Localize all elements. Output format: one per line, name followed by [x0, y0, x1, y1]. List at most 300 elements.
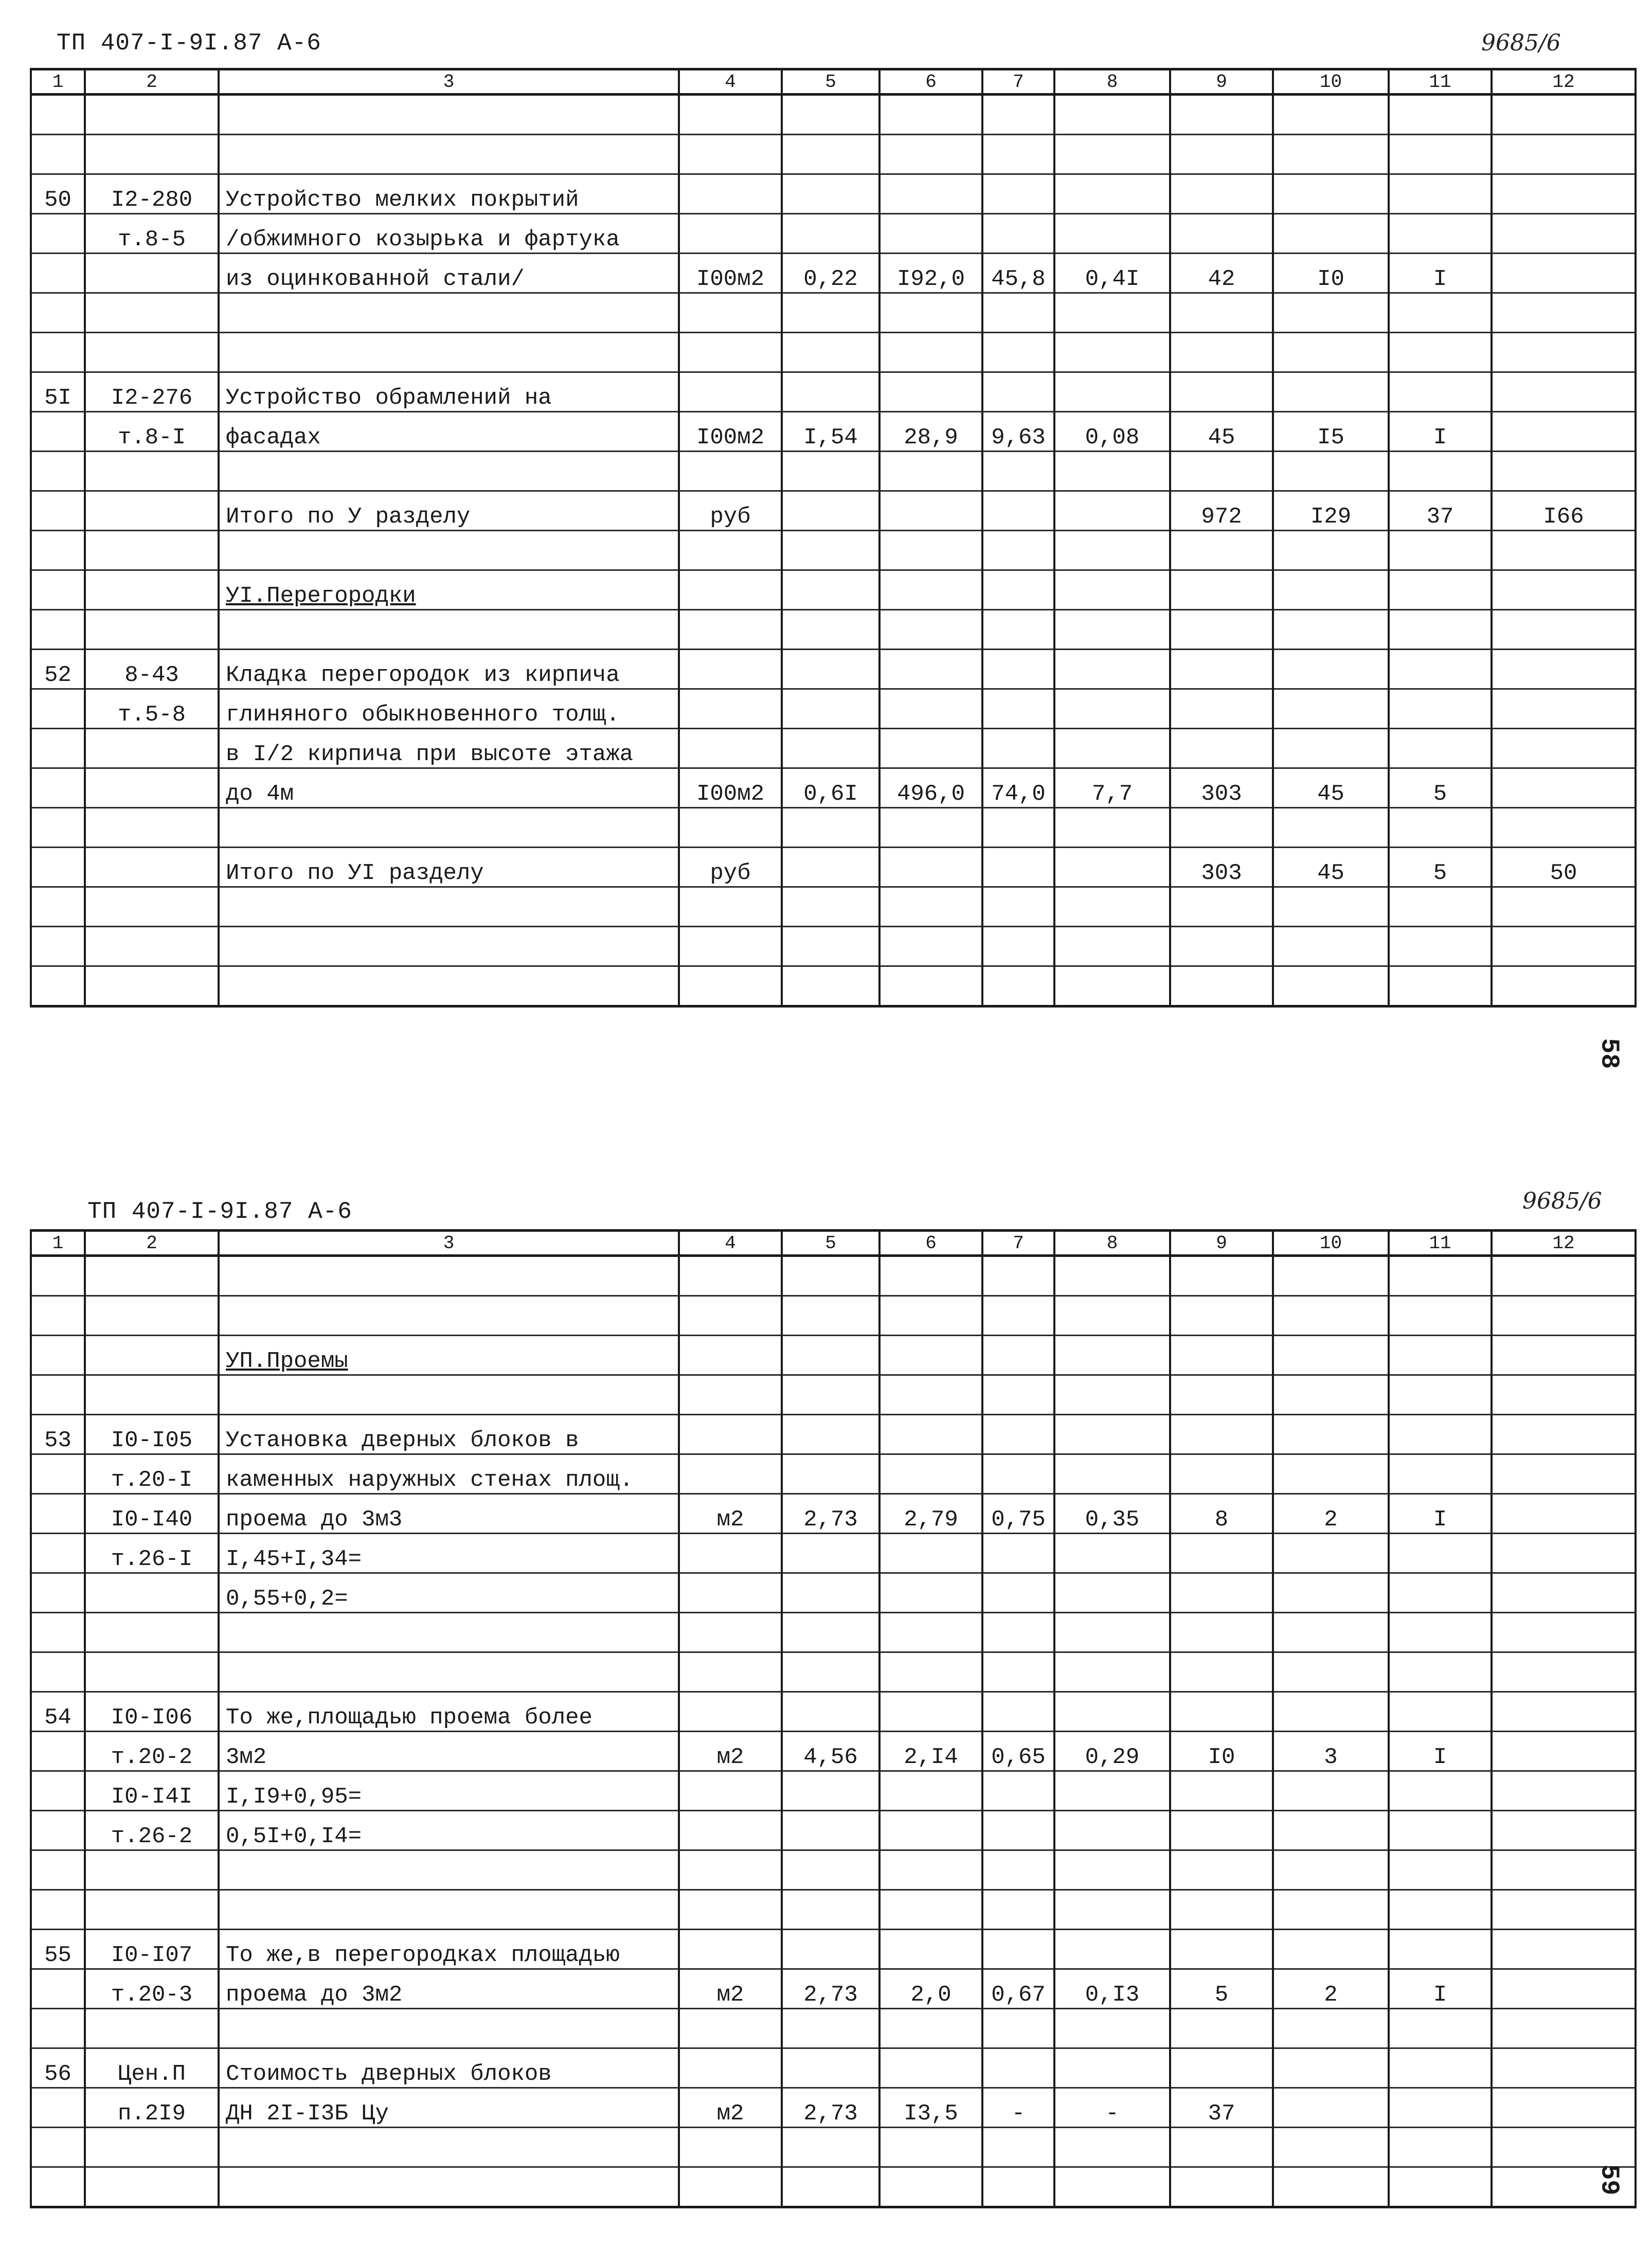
table-cell — [879, 1573, 982, 1613]
table-cell — [782, 214, 879, 254]
table-cell — [1170, 293, 1273, 333]
column-header: 6 — [879, 69, 982, 95]
table-cell — [1273, 531, 1389, 570]
table-row — [31, 2167, 1636, 2207]
table-cell — [982, 1613, 1054, 1652]
table-cell: м2 — [679, 1494, 782, 1534]
table-cell — [1170, 610, 1273, 650]
table-cell — [782, 689, 879, 729]
header-row — [31, 69, 1636, 95]
table-cell: - — [1054, 2088, 1170, 2128]
table-cell — [982, 1534, 1054, 1573]
column-header: 1 — [31, 69, 85, 95]
table-cell: м2 — [679, 1732, 782, 1771]
table-cell — [1389, 1415, 1492, 1454]
table-cell: 2,I4 — [879, 1732, 982, 1771]
table-cell — [679, 531, 782, 570]
table-cell — [1492, 2088, 1636, 2128]
table-row — [31, 1969, 1636, 2009]
table-cell — [1054, 1850, 1170, 1890]
table-cell: - — [982, 2088, 1054, 2128]
table-cell — [219, 1652, 679, 1692]
table-cell — [982, 95, 1054, 135]
column-header: 9 — [1170, 1231, 1273, 1256]
table-cell — [85, 610, 219, 650]
table-cell — [1054, 1454, 1170, 1494]
table-row — [31, 1811, 1636, 1850]
table-cell — [31, 2088, 85, 2128]
table-cell — [31, 293, 85, 333]
table-cell — [679, 1771, 782, 1811]
table-cell — [1273, 333, 1389, 372]
table-cell — [1170, 1296, 1273, 1336]
table-row — [31, 2088, 1636, 2128]
table-row — [31, 1613, 1636, 1652]
table-cell — [982, 1336, 1054, 1375]
table-cell — [782, 372, 879, 412]
table-cell — [1492, 1494, 1636, 1534]
table-cell — [1492, 966, 1636, 1006]
table-cell: 2,73 — [782, 1494, 879, 1534]
table-cell — [679, 610, 782, 650]
table-cell — [1170, 531, 1273, 570]
table-cell — [982, 1375, 1054, 1415]
table-cell: I,54 — [782, 412, 879, 452]
table-cell — [1170, 135, 1273, 174]
table-cell — [1170, 1930, 1273, 1969]
table-cell — [1170, 1850, 1273, 1890]
table-cell — [1170, 214, 1273, 254]
table-cell — [782, 1850, 879, 1890]
table-cell — [879, 2048, 982, 2088]
table-cell — [1492, 1534, 1636, 1573]
table-cell: 8-43 — [85, 650, 219, 689]
table-cell — [782, 1613, 879, 1652]
table-cell — [31, 768, 85, 808]
table-cell — [1492, 135, 1636, 174]
table-cell: 0,I3 — [1054, 1969, 1170, 2009]
table-cell — [982, 1573, 1054, 1613]
table-cell — [1273, 887, 1389, 927]
table-cell — [1492, 1811, 1636, 1850]
table-cell: 0,22 — [782, 254, 879, 293]
table-cell — [879, 1336, 982, 1375]
table-cell — [982, 174, 1054, 214]
table-cell: I66 — [1492, 491, 1636, 531]
table-cell — [31, 1732, 85, 1771]
table-cell — [1389, 1890, 1492, 1930]
table-cell — [782, 2009, 879, 2048]
table-cell: 303 — [1170, 768, 1273, 808]
table-cell — [982, 372, 1054, 412]
table-cell — [31, 887, 85, 927]
table-cell — [782, 135, 879, 174]
table-cell — [1389, 1375, 1492, 1415]
table-cell — [679, 1415, 782, 1454]
table-cell — [1054, 452, 1170, 491]
table-cell — [219, 1890, 679, 1930]
table-cell — [1054, 729, 1170, 768]
table-row — [31, 2009, 1636, 2048]
table-cell: I0 — [1273, 254, 1389, 293]
table-cell: 56 — [31, 2048, 85, 2088]
table-cell: 45 — [1273, 768, 1389, 808]
table-row — [31, 808, 1636, 848]
table-cell — [1054, 1573, 1170, 1613]
column-header: 3 — [219, 1231, 679, 1256]
column-header: 5 — [782, 69, 879, 95]
table-cell — [982, 2009, 1054, 2048]
table-cell — [1273, 1256, 1389, 1296]
table-cell — [679, 1890, 782, 1930]
table-cell: I0 — [1170, 1732, 1273, 1771]
column-header: 6 — [879, 1231, 982, 1256]
table-cell — [1170, 689, 1273, 729]
table-cell — [1389, 610, 1492, 650]
table-cell — [879, 1811, 982, 1850]
table-cell — [1273, 2088, 1389, 2128]
table-cell — [1054, 491, 1170, 531]
table-cell — [85, 1890, 219, 1930]
table-cell — [1170, 1613, 1273, 1652]
table-cell — [679, 729, 782, 768]
table-cell — [879, 1454, 982, 1494]
table-cell — [782, 729, 879, 768]
page-number: 58 — [1594, 1038, 1624, 1069]
table-cell — [982, 452, 1054, 491]
table-cell — [1054, 887, 1170, 927]
table-cell: т.20-2 — [85, 1732, 219, 1771]
column-header: 11 — [1389, 69, 1492, 95]
table-cell — [1054, 1534, 1170, 1573]
table-cell — [1170, 1692, 1273, 1732]
table-cell: УП.Проемы — [219, 1336, 679, 1375]
table-cell — [219, 1850, 679, 1890]
table-cell — [879, 174, 982, 214]
table-cell — [679, 95, 782, 135]
table-cell — [1170, 1375, 1273, 1415]
table-cell: 5 — [1389, 768, 1492, 808]
table-cell — [1054, 531, 1170, 570]
table-cell: 2 — [1273, 1969, 1389, 2009]
table-cell: 0,6I — [782, 768, 879, 808]
estimate-table — [30, 68, 1637, 1007]
table-cell — [219, 1375, 679, 1415]
table-cell: 0,55+0,2= — [219, 1573, 679, 1613]
table-cell — [1170, 966, 1273, 1006]
table-cell: 50 — [1492, 848, 1636, 887]
table-row — [31, 2128, 1636, 2167]
table-cell — [782, 1296, 879, 1336]
table-cell — [1389, 1692, 1492, 1732]
table-cell — [1389, 729, 1492, 768]
table-cell — [1170, 452, 1273, 491]
table-cell — [679, 570, 782, 610]
table-cell: I — [1389, 1732, 1492, 1771]
table-cell — [1389, 1811, 1492, 1850]
table-cell — [85, 1652, 219, 1692]
table-row — [31, 531, 1636, 570]
table-cell — [679, 689, 782, 729]
table-cell: 5I — [31, 372, 85, 412]
table-cell — [31, 2009, 85, 2048]
table-cell — [879, 333, 982, 372]
table-cell — [982, 848, 1054, 887]
table-cell — [679, 452, 782, 491]
table-cell — [782, 1534, 879, 1573]
table-cell — [31, 2128, 85, 2167]
table-cell — [679, 808, 782, 848]
table-cell — [85, 808, 219, 848]
table-cell: глиняного обыкновенного толщ. — [219, 689, 679, 729]
table-cell — [219, 610, 679, 650]
table-cell: 3м2 — [219, 1732, 679, 1771]
column-header: 5 — [782, 1231, 879, 1256]
table-cell: м2 — [679, 2088, 782, 2128]
table-cell — [1054, 1930, 1170, 1969]
table-cell — [982, 1415, 1054, 1454]
table-cell — [1054, 1296, 1170, 1336]
table-cell — [782, 1375, 879, 1415]
table-cell — [1170, 729, 1273, 768]
table-cell — [1492, 689, 1636, 729]
table-cell — [679, 966, 782, 1006]
table-cell: 0,29 — [1054, 1732, 1170, 1771]
column-header: 3 — [219, 69, 679, 95]
column-header: 4 — [679, 69, 782, 95]
table-cell — [1389, 2128, 1492, 2167]
table-cell: 9,63 — [982, 412, 1054, 452]
table-cell — [1054, 95, 1170, 135]
table-cell — [879, 135, 982, 174]
table-cell: I3,5 — [879, 2088, 982, 2128]
table-cell: проема до 3м3 — [219, 1494, 679, 1534]
table-cell: 45,8 — [982, 254, 1054, 293]
table-cell: Устройство мелких покрытий — [219, 174, 679, 214]
table-cell — [982, 1890, 1054, 1930]
table-cell — [31, 1296, 85, 1336]
table-cell — [85, 135, 219, 174]
table-cell — [679, 1296, 782, 1336]
table-cell: 3 — [1273, 1732, 1389, 1771]
table-cell — [85, 531, 219, 570]
table-row — [31, 2048, 1636, 2088]
table-cell — [1273, 1811, 1389, 1850]
table-row — [31, 1454, 1636, 1494]
table-cell — [85, 1573, 219, 1613]
table-cell — [1170, 1890, 1273, 1930]
table-cell — [1273, 2048, 1389, 2088]
table-cell: руб — [679, 491, 782, 531]
table-cell — [879, 372, 982, 412]
table-cell: 2,73 — [782, 2088, 879, 2128]
table-cell — [1054, 2009, 1170, 2048]
table-cell — [1273, 174, 1389, 214]
table-cell — [879, 729, 982, 768]
table-cell — [1054, 1811, 1170, 1850]
table-cell — [879, 808, 982, 848]
table-cell — [982, 1256, 1054, 1296]
table-row — [31, 768, 1636, 808]
table-cell — [879, 927, 982, 966]
table-cell — [679, 135, 782, 174]
table-cell: 54 — [31, 1692, 85, 1732]
table-cell — [31, 452, 85, 491]
table-cell — [1273, 293, 1389, 333]
table-cell — [1273, 2128, 1389, 2167]
table-cell: 7,7 — [1054, 768, 1170, 808]
table-row — [31, 1573, 1636, 1613]
table-cell — [879, 1256, 982, 1296]
table-cell — [1170, 174, 1273, 214]
table-cell — [1492, 1296, 1636, 1336]
table-cell — [782, 1930, 879, 1969]
table-cell — [1389, 214, 1492, 254]
table-cell — [31, 95, 85, 135]
table-cell — [1273, 1454, 1389, 1494]
column-header: 7 — [982, 1231, 1054, 1256]
table-cell: Цен.П — [85, 2048, 219, 2088]
table-cell — [1273, 1692, 1389, 1732]
table-row — [31, 214, 1636, 254]
table-cell — [679, 214, 782, 254]
table-cell — [1054, 174, 1170, 214]
table-cell — [219, 531, 679, 570]
table-row — [31, 254, 1636, 293]
table-cell — [879, 2009, 982, 2048]
table-cell — [1389, 2009, 1492, 2048]
table-cell — [1492, 2009, 1636, 2048]
table-cell — [1492, 650, 1636, 689]
table-cell — [1273, 1534, 1389, 1573]
table-cell — [879, 1652, 982, 1692]
table-cell — [1054, 1652, 1170, 1692]
table-cell — [1492, 887, 1636, 927]
table-cell: 496,0 — [879, 768, 982, 808]
table-cell: 0,08 — [1054, 412, 1170, 452]
table-cell — [85, 887, 219, 927]
table-cell: I2-276 — [85, 372, 219, 412]
table-cell: I — [1389, 412, 1492, 452]
table-cell — [782, 650, 879, 689]
table-cell: 0,65 — [982, 1732, 1054, 1771]
table-cell: 42 — [1170, 254, 1273, 293]
table-cell: I0-I07 — [85, 1930, 219, 1969]
table-cell: Установка дверных блоков в — [219, 1415, 679, 1454]
table-cell — [85, 491, 219, 531]
table-cell — [31, 214, 85, 254]
table-cell: Стоимость дверных блоков — [219, 2048, 679, 2088]
table-row — [31, 1336, 1636, 1375]
header-row — [31, 1231, 1636, 1256]
table-cell: каменных наружных стенах площ. — [219, 1454, 679, 1494]
table-cell — [1054, 1890, 1170, 1930]
table-cell — [1389, 2167, 1492, 2207]
table-cell — [1389, 808, 1492, 848]
table-cell — [879, 570, 982, 610]
table-row — [31, 610, 1636, 650]
column-header: 2 — [85, 69, 219, 95]
table-cell — [1389, 1256, 1492, 1296]
table-cell: 0,67 — [982, 1969, 1054, 2009]
table-cell — [1170, 95, 1273, 135]
table-cell — [1273, 1296, 1389, 1336]
table-cell — [679, 1613, 782, 1652]
table-cell — [879, 2167, 982, 2207]
table-cell — [1389, 135, 1492, 174]
table-cell — [679, 927, 782, 966]
table-cell — [879, 966, 982, 1006]
table-cell: I,45+I,34= — [219, 1534, 679, 1573]
table-cell — [31, 1811, 85, 1850]
table-cell — [782, 1336, 879, 1375]
table-cell — [31, 808, 85, 848]
table-cell — [1389, 570, 1492, 610]
table-cell — [219, 1256, 679, 1296]
table-cell: т.5-8 — [85, 689, 219, 729]
table-row — [31, 1494, 1636, 1534]
table-cell — [782, 966, 879, 1006]
table-cell — [1492, 729, 1636, 768]
table-row — [31, 1732, 1636, 1771]
table-cell — [782, 2167, 879, 2207]
table-cell — [85, 452, 219, 491]
table-cell — [679, 1454, 782, 1494]
table-row — [31, 1930, 1636, 1969]
table-row — [31, 95, 1636, 135]
table-cell: I29 — [1273, 491, 1389, 531]
table-cell — [85, 1336, 219, 1375]
table-cell — [1492, 768, 1636, 808]
table-cell — [679, 1375, 782, 1415]
table-cell — [1492, 1890, 1636, 1930]
table-cell — [1389, 1336, 1492, 1375]
table-cell: 55 — [31, 1930, 85, 1969]
table-cell — [782, 1415, 879, 1454]
table-cell — [1054, 135, 1170, 174]
table-cell: т.26-I — [85, 1534, 219, 1573]
table-cell — [1170, 2167, 1273, 2207]
table-cell — [782, 2048, 879, 2088]
table-cell — [1273, 966, 1389, 1006]
table-cell — [1273, 808, 1389, 848]
table-cell: I — [1389, 254, 1492, 293]
table-cell — [85, 333, 219, 372]
table-cell — [219, 1613, 679, 1652]
table-cell — [1170, 333, 1273, 372]
table-cell — [782, 452, 879, 491]
table-cell — [31, 531, 85, 570]
table-cell — [782, 848, 879, 887]
table-cell — [85, 1296, 219, 1336]
table-cell — [982, 1771, 1054, 1811]
table-cell — [679, 2128, 782, 2167]
table-cell — [1492, 570, 1636, 610]
table-cell — [31, 1613, 85, 1652]
column-header: 10 — [1273, 1231, 1389, 1256]
table-cell: 2,0 — [879, 1969, 982, 2009]
table-cell — [31, 966, 85, 1006]
table-cell: 52 — [31, 650, 85, 689]
table-cell — [1054, 1415, 1170, 1454]
table-cell — [782, 1454, 879, 1494]
table-cell: I92,0 — [879, 254, 982, 293]
table-cell — [679, 293, 782, 333]
table-cell — [679, 174, 782, 214]
table-cell — [1389, 1850, 1492, 1890]
table-cell — [31, 570, 85, 610]
table-cell — [782, 887, 879, 927]
